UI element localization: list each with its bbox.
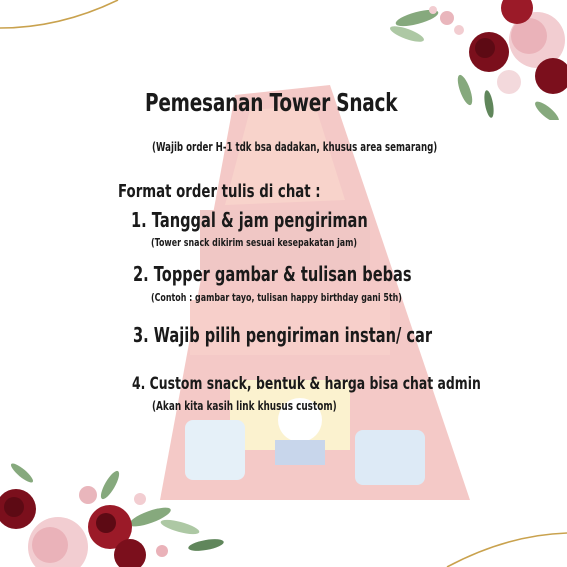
gold-curve-bottom-right: [437, 527, 567, 567]
list-item-note: (Tower snack dikirim sesuai kesepakatan jam): [151, 236, 358, 249]
list-item-note: (Contoh : gambar tayo, tulisan happy birthday gani 5th): [151, 291, 402, 304]
order-requirement-note: (Wajib order H-1 tdk bsa dadakan, khusus area semarang): [152, 140, 438, 154]
list-item-note: (Akan kita kasih link khusus custom): [152, 399, 337, 413]
list-item-topper: 2. Topper gambar & tulisan bebas: [133, 262, 412, 286]
floral-corner-top-right: [377, 0, 567, 120]
floral-corner-bottom-left: [0, 447, 230, 567]
gold-curve-top-left: [0, 0, 130, 40]
page-title: Pemesanan Tower Snack: [145, 88, 398, 117]
format-heading: Format order tulis di chat :: [118, 181, 321, 202]
list-item-delivery-method: 3. Wajib pilih pengiriman instan/ car: [133, 323, 433, 347]
list-item-custom-snack: 4. Custom snack, bentuk & harga bisa chat admin: [132, 374, 481, 394]
list-item-delivery-date: 1. Tanggal & jam pengiriman: [131, 208, 368, 232]
